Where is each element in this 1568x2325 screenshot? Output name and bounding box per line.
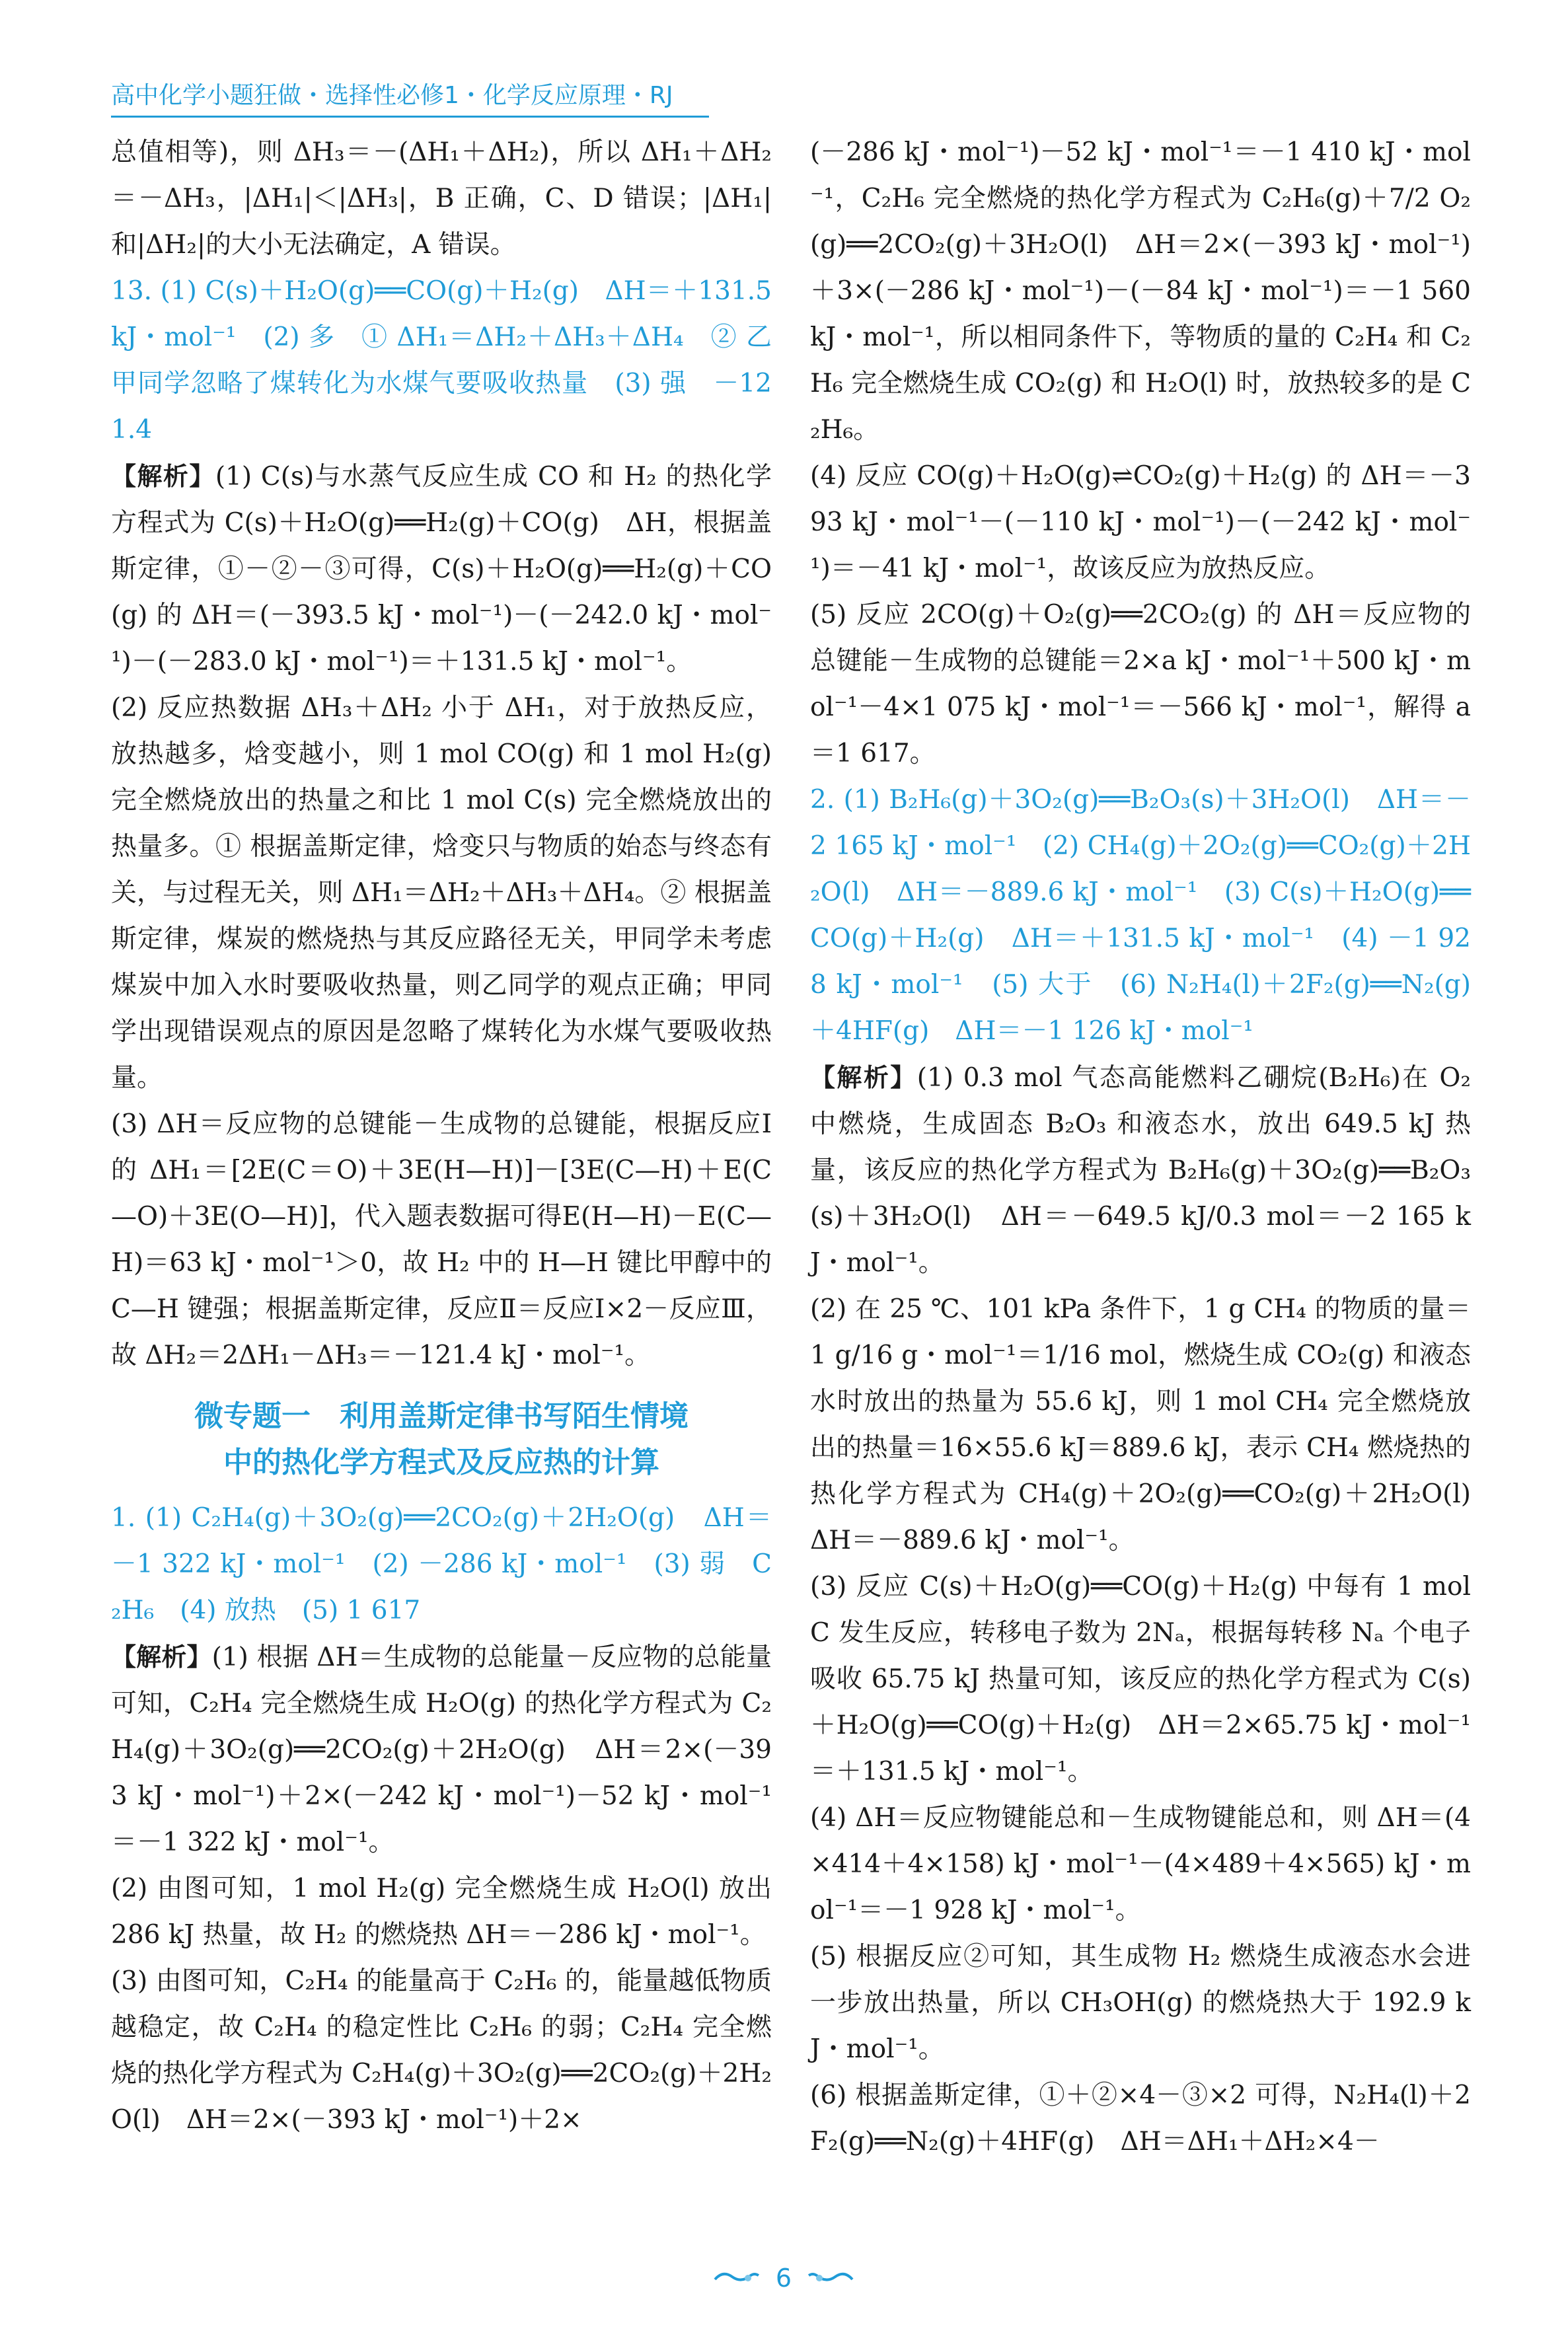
answer-2 [810,777,1471,1054]
section-title-line-1: 微专题一 利用盖斯定律书写陌生情境 [194,1399,689,1433]
answer-13 [111,268,798,453]
right-paragraph-1 [810,129,1471,453]
wave-ornament-icon [714,2269,760,2285]
wave-ornament-icon [807,2269,854,2285]
paragraph-text: (－286 kJ・mol⁻¹)－52 kJ・mol⁻¹＝－1 410 kJ・mol⁻¹，C₂H₆ 完全燃烧的热化学方程式为 C₂H₆(g)＋7/2 O₂(g)══2CO₂(g)＋3H₂O(l) ΔH＝2×(－393 kJ・mol⁻¹)＋3×(－286 kJ・mol⁻¹)－(－84 kJ・mol⁻¹)＝－1 560 kJ・mol⁻¹，所以相同条件下，等物质的量的 C₂H₄ 和 C₂H₆ 完全燃烧生成 CO₂(g) 和 H₂O(l) 时，放热较多的是 C₂H₆。 [810,137,1471,445]
analysis-2 [810,1054,1471,1286]
running-header [111,78,673,114]
paragraph-text: (4) ΔH＝反应物键能总和－生成物键能总和，则 ΔH＝(4×414＋4×158) kJ・mol⁻¹－(4×489＋4×565) kJ・mol⁻¹＝－1 928 kJ・mol⁻¹。 [810,1803,1471,1925]
analysis-label: 【解析】 [111,1642,212,1672]
answer-text: 13. (1) C(s)＋H₂O(g)══CO(g)＋H₂(g) ΔH＝＋131.5 kJ・mol⁻¹ (2) 多 ① ΔH₁＝ΔH₂＋ΔH₃＋ΔH₄ ② 乙 甲同学忽略了煤转化为水煤气要吸收热量 (3) 强 －121.4 [111,276,798,445]
right-paragraph-9 [810,1934,1471,2073]
paragraph-text: (6) 根据盖斯定律，①＋②×4－③×2 可得，N₂H₄(l)＋2F₂(g)══N₂(g)＋4HF(g) ΔH＝ΔH₁＋ΔH₂×4－ [810,2081,1471,2157]
paragraph-text: (2) 反应热数据 ΔH₃＋ΔH₂ 小于 ΔH₁，对于放热反应，放热越多，焓变越小，则 1 mol CO(g) 和 1 mol H₂(g) 完全燃烧放出的热量之和比 1 mol C(s) 完全燃烧放出的热量多。① 根据盖斯定律，焓变只与物质的始态与终态有关，与过程无关，则 ΔH₁＝ΔH₂＋ΔH₃＋ΔH₄。② 根据盖斯定律，煤炭的燃烧热与其反应路径无关，甲同学未考虑煤炭中加入水时要吸收热量，则乙同学的观点正确；甲同学出现错误观点的原因是忽略了煤转化为水煤气要吸收热量。 [111,693,772,1093]
page-footer [0,2258,1568,2301]
paragraph-text: (4) 反应 CO(g)＋H₂O(g)⇌CO₂(g)＋H₂(g) 的 ΔH＝－393 kJ・mol⁻¹－(－110 kJ・mol⁻¹)－(－242 kJ・mol⁻¹)＝－41 kJ・mol⁻¹，故该反应为放热反应。 [810,461,1471,583]
analysis-13 [111,453,772,685]
paragraph-text: (5) 根据反应②可知，其生成物 H₂ 燃烧生成液态水会进一步放出热量，所以 CH₃OH(g) 的燃烧热大于 192.9 kJ・mol⁻¹。 [810,1942,1471,2064]
paragraph-text: (2) 在 25 ℃、101 kPa 条件下，1 g CH₄ 的物质的量＝1 g/16 g・mol⁻¹＝1/16 mol，燃烧生成 CO₂(g) 和液态水时放出的热量为 55.6 kJ，则 1 mol CH₄ 完全燃烧放出的热量＝16×55.6 kJ＝889.6 kJ，表示 CH₄ 燃烧热的热化学方程式为 CH₄(g)＋2O₂(g)══CO₂(g)＋2H₂O(l) ΔH＝－889.6 kJ・mol⁻¹。 [810,1294,1497,1555]
left-paragraph-after-3 [111,1866,772,1958]
right-paragraph-10 [810,2073,1471,2165]
answer-text: 2. (1) B₂H₆(g)＋3O₂(g)══B₂O₃(s)＋3H₂O(l) ΔH＝－2 165 kJ・mol⁻¹ (2) CH₄(g)＋2O₂(g)══CO₂(g)＋2H₂O(l) ΔH＝－889.6 kJ・mol⁻¹ (3) C(s)＋H₂O(g)══CO(g)＋H₂(g) ΔH＝＋131.5 kJ・mol⁻¹ (4) －1 928 kJ・mol⁻¹ (5) 大于 (6) N₂H₄(l)＋2F₂(g)══N₂(g)＋4HF(g) ΔH＝－1 126 kJ・mol⁻¹ [810,785,1471,1046]
header-title: 高中化学小题狂做・选择性必修1・化学反应原理・RJ [111,82,673,109]
right-column [810,129,1497,2165]
section-title [111,1393,772,1486]
right-paragraph-2 [810,453,1471,592]
left-column [111,129,798,2143]
page-number: 6 [775,2264,792,2293]
paragraph-text: (5) 反应 2CO(g)＋O₂(g)══2CO₂(g) 的 ΔH＝反应物的总键能－生成物的总键能＝2×a kJ・mol⁻¹＋500 kJ・mol⁻¹－4×1 075 kJ・mol⁻¹＝－566 kJ・mol⁻¹，解得 a＝1 617。 [810,600,1471,768]
analysis-label: 【解析】 [111,462,215,491]
left-paragraph-4 [111,685,772,1101]
right-paragraph-6 [810,1286,1497,1564]
left-paragraph-after-4 [111,1958,772,2143]
analysis-text: (1) 0.3 mol 气态高能燃料乙硼烷(B₂H₆)在 O₂ 中燃烧，生成固态 B₂O₃ 和液态水，放出 649.5 kJ 热量，该反应的热化学方程式为 B₂H₆(g)＋3O₂(g)══B₂O₃(s)＋3H₂O(l) ΔH＝－649.5 kJ/0.3 mol＝－2 165 kJ・mol⁻¹。 [810,1063,1471,1278]
analysis-label: 【解析】 [810,1063,917,1092]
paragraph-text: 总值相等)，则 ΔH₃＝－(ΔH₁＋ΔH₂)，所以 ΔH₁＋ΔH₂＝－ΔH₃，|ΔH₁|＜|ΔH₃|，B 正确，C、D 错误；|ΔH₁|和|ΔH₂|的大小无法确定，A 错误。 [111,137,772,260]
right-paragraph-7 [810,1564,1471,1795]
paragraph-text: (3) 反应 C(s)＋H₂O(g)══CO(g)＋H₂(g) 中每有 1 mol C 发生反应，转移电子数为 2Nₐ，根据每转移 Nₐ 个电子吸收 65.75 kJ 热量可知，该反应的热化学方程式为 C(s)＋H₂O(g)══CO(g)＋H₂(g) ΔH＝2×65.75 kJ・mol⁻¹＝＋131.5 kJ・mol⁻¹。 [810,1572,1471,1787]
left-paragraph-5 [111,1101,772,1379]
section-title-line-2: 中的热化学方程式及反应热的计算 [223,1446,659,1479]
right-paragraph-3 [810,592,1471,777]
analysis-1 [111,1634,772,1866]
left-paragraph-1 [111,129,772,268]
paragraph-text: (3) 由图可知，C₂H₄ 的能量高于 C₂H₆ 的，能量越低物质越稳定，故 C₂H₄ 的稳定性比 C₂H₆ 的弱；C₂H₄ 完全燃烧的热化学方程式为 C₂H₄(g)＋3O₂(g)══2CO₂(g)＋2H₂O(l) ΔH＝2×(－393 kJ・mol⁻¹)＋2× [111,1966,772,2135]
right-paragraph-8 [810,1795,1471,1934]
header-rule [111,116,709,118]
answer-1 [111,1495,772,1634]
paragraph-text: (2) 由图可知，1 mol H₂(g) 完全燃烧生成 H₂O(l) 放出 286 kJ 热量，故 H₂ 的燃烧热 ΔH＝－286 kJ・mol⁻¹。 [111,1874,772,1950]
analysis-text: (1) 根据 ΔH＝生成物的总能量－反应物的总能量可知，C₂H₄ 完全燃烧生成 H₂O(g) 的热化学方程式为 C₂H₄(g)＋3O₂(g)══2CO₂(g)＋2H₂O(g) ΔH＝2×(－393 kJ・mol⁻¹)＋2×(－242 kJ・mol⁻¹)－52 kJ・mol⁻¹＝－1 322 kJ・mol⁻¹。 [111,1642,772,1857]
paragraph-text: (3) ΔH＝反应物的总键能－生成物的总键能，根据反应Ⅰ的 ΔH₁＝[2E(C＝O)＋3E(H—H)]－[3E(C—H)＋E(C—O)＋3E(O—H)]，代入题表数据可得E(H—H)－E(C—H)＝63 kJ・mol⁻¹＞0，故 H₂ 中的 H—H 键比甲醇中的 C—H 键强；根据盖斯定律，反应Ⅱ＝反应Ⅰ×2－反应Ⅲ，故 ΔH₂＝2ΔH₁－ΔH₃＝－121.4 kJ・mol⁻¹。 [111,1109,772,1370]
answer-text: 1. (1) C₂H₄(g)＋3O₂(g)══2CO₂(g)＋2H₂O(g) ΔH＝－1 322 kJ・mol⁻¹ (2) －286 kJ・mol⁻¹ (3) 弱 C₂H₆ (4) 放热 (5) 1 617 [111,1503,772,1625]
analysis-text: (1) C(s)与水蒸气反应生成 CO 和 H₂ 的热化学方程式为 C(s)＋H₂O(g)══H₂(g)＋CO(g) ΔH，根据盖斯定律，①－②－③可得，C(s)＋H₂O(g)══H₂(g)＋CO(g) 的 ΔH＝(－393.5 kJ・mol⁻¹)－(－242.0 kJ・mol⁻¹)－(－283.0 kJ・mol⁻¹)＝＋131.5 kJ・mol⁻¹。 [111,462,772,677]
